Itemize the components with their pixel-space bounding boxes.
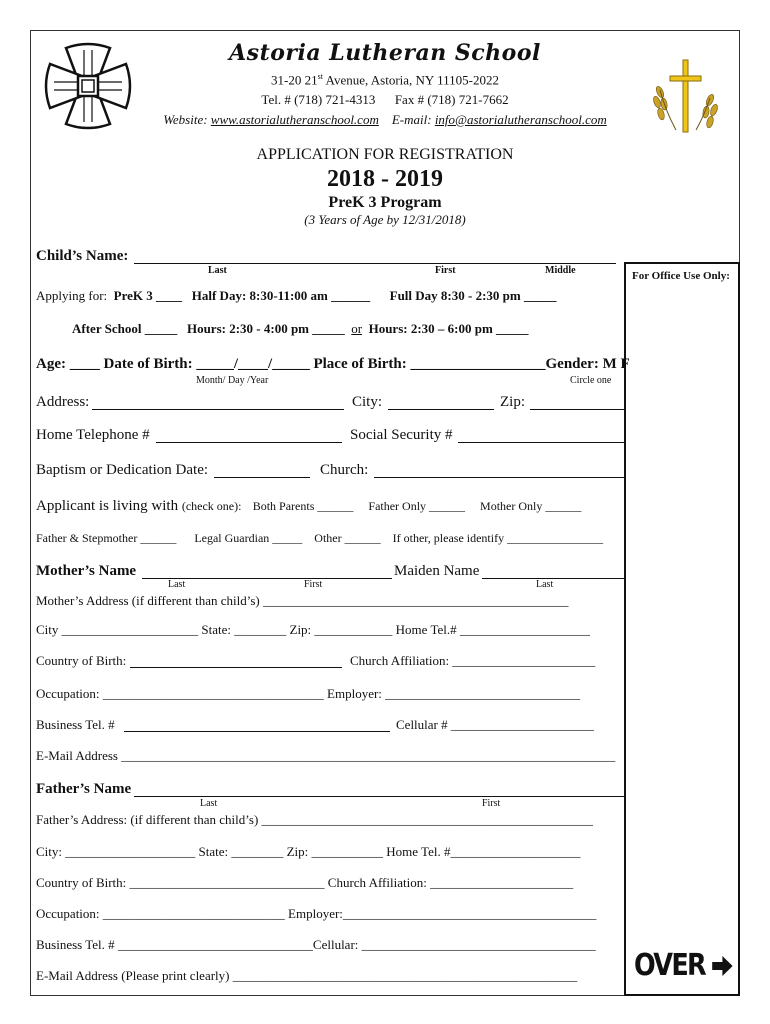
- church-label: Church:: [320, 462, 369, 478]
- home-tel-field[interactable]: [156, 442, 342, 443]
- dob-hint: Month/ Day /Year: [196, 375, 269, 386]
- city-label: City:: [352, 394, 383, 410]
- mother-address-row[interactable]: Mother’s Address (if different than child’s) _______________________________________________: [36, 593, 569, 608]
- school-fax: Fax # (718) 721-7662: [394, 92, 509, 107]
- full-day-option[interactable]: Full Day 8:30 - 2:30 pm _____: [389, 288, 557, 303]
- father-stepmother-option[interactable]: Father & Stepmother ______: [36, 531, 177, 545]
- father-occupation-row[interactable]: Occupation: ____________________________ Employer:_______________________________________: [36, 906, 597, 921]
- circle-one-hint: Circle one: [570, 375, 612, 386]
- arrow-right-icon: [710, 955, 734, 977]
- city-field[interactable]: [388, 409, 494, 410]
- maiden-name-label: Maiden Name: [394, 563, 480, 579]
- father-country-row[interactable]: Country of Birth: ______________________________ Church Affiliation: ______________________: [36, 875, 574, 890]
- school-web-email: Website: www.astorialutheranschool.com E-mail: info@astorialutheranschool.com: [163, 112, 607, 127]
- mother-country-label: Country of Birth:: [36, 653, 127, 668]
- father-email-row[interactable]: E-Mail Address (Please print clearly) _____________________________________________________: [36, 968, 578, 983]
- prek3-option[interactable]: PreK 3 ____: [113, 288, 182, 303]
- email-link[interactable]: info@astorialutheranschool.com: [434, 112, 607, 127]
- child-name-field[interactable]: [134, 263, 616, 264]
- age-dob-row[interactable]: Age: ____ Date of Birth: _____/____/_____ Place of Birth: __________________Gender: M F: [36, 356, 630, 372]
- baptism-label: Baptism or Dedication Date:: [36, 462, 209, 478]
- mother-only-option[interactable]: Mother Only ______: [480, 499, 582, 513]
- ssn-field[interactable]: [458, 442, 624, 443]
- if-other-field[interactable]: If other, please identify ________________: [392, 531, 604, 545]
- office-use-label: For Office Use Only:: [632, 270, 730, 282]
- mother-occupation-row[interactable]: Occupation: __________________________________ Employer: ______________________________: [36, 686, 581, 701]
- ssn-label: Social Security #: [350, 427, 453, 443]
- mother-business-label: Business Tel. #: [36, 717, 115, 732]
- mother-email-row[interactable]: E-Mail Address ____________________________________________________________________________: [36, 748, 616, 763]
- child-last-hint: Last: [208, 265, 227, 276]
- age-requirement: (3 Years of Age by 12/31/2018): [304, 212, 466, 227]
- over-label: OVER: [634, 948, 705, 983]
- father-name-field[interactable]: [134, 796, 624, 797]
- office-use-box: [624, 262, 740, 996]
- church-field[interactable]: [374, 477, 624, 478]
- form-heading: APPLICATION FOR REGISTRATION: [256, 146, 514, 163]
- home-tel-label: Home Telephone #: [36, 427, 150, 443]
- mother-name-label: Mother’s Name: [36, 563, 137, 579]
- address-label: Address:: [36, 394, 90, 410]
- child-middle-hint: Middle: [545, 265, 576, 276]
- hours-option-1[interactable]: Hours: 2:30 - 4:00 pm _____: [186, 321, 345, 336]
- after-school-option[interactable]: After School _____: [72, 321, 178, 336]
- mother-cellular-row[interactable]: Cellular # ______________________: [396, 717, 594, 732]
- applying-for-row: Applying for: PreK 3 ____ Half Day: 8:30-11:00 am ______ Full Day 8:30 - 2:30 pm _____: [36, 288, 557, 303]
- school-phone-fax: [0, 92, 770, 108]
- child-first-hint: First: [435, 265, 456, 276]
- website-link[interactable]: www.astorialutheranschool.com: [210, 112, 379, 127]
- father-city-row[interactable]: City: ____________________ State: ________ Zip: ___________ Home Tel. #____________________: [36, 844, 581, 859]
- father-first-hint: First: [482, 798, 501, 809]
- mother-city-row[interactable]: City _____________________ State: ________ Zip: ____________ Home Tel.# ____________________: [36, 622, 590, 637]
- mother-last-hint: Last: [168, 579, 186, 590]
- father-name-label: Father’s Name: [36, 781, 132, 797]
- hours-option-2[interactable]: Hours: 2:30 – 6:00 pm _____: [368, 321, 529, 336]
- legal-guardian-option[interactable]: Legal Guardian _____: [194, 531, 303, 545]
- address-field[interactable]: [92, 409, 344, 410]
- mother-country-field[interactable]: [130, 667, 342, 668]
- mother-first-hint: First: [304, 579, 323, 590]
- both-parents-option[interactable]: Both Parents ______: [252, 499, 354, 513]
- father-last-hint: Last: [200, 798, 218, 809]
- zip-field[interactable]: [530, 409, 624, 410]
- maiden-last-hint: Last: [536, 579, 554, 590]
- mother-affiliation-row[interactable]: Church Affiliation: ______________________: [350, 653, 596, 668]
- after-school-row: After School _____ Hours: 2:30 - 4:00 pm _____ or Hours: 2:30 – 6:00 pm _____: [72, 321, 529, 336]
- baptism-field[interactable]: [214, 477, 310, 478]
- school-address: 31-20 21st Avenue, Astoria, NY 11105-2022: [271, 72, 499, 88]
- over-indicator: [634, 948, 734, 983]
- child-name-label: Child’s Name:: [36, 248, 129, 264]
- school-phone: Tel. # (718) 721-4313: [261, 92, 376, 107]
- living-with-row-2: [36, 531, 603, 546]
- other-option[interactable]: Other ______: [314, 531, 381, 545]
- mother-business-field[interactable]: [124, 731, 390, 732]
- father-business-row[interactable]: Business Tel. # ______________________________Cellular: ____________________________________: [36, 937, 596, 952]
- school-year: 2018 - 2019: [327, 166, 443, 192]
- half-day-option[interactable]: Half Day: 8:30-11:00 am ______: [191, 288, 371, 303]
- zip-label: Zip:: [500, 394, 525, 410]
- school-name: Astoria Lutheran School: [229, 40, 541, 66]
- father-only-option[interactable]: Father Only ______: [368, 499, 466, 513]
- program-name: PreK 3 Program: [328, 194, 442, 211]
- living-with-row: Applicant is living with (check one): Both Parents ______ Father Only ______ Mother Only ______: [36, 498, 582, 514]
- father-address-row[interactable]: Father’s Address: (if different than child’s) ___________________________________________________: [36, 812, 594, 827]
